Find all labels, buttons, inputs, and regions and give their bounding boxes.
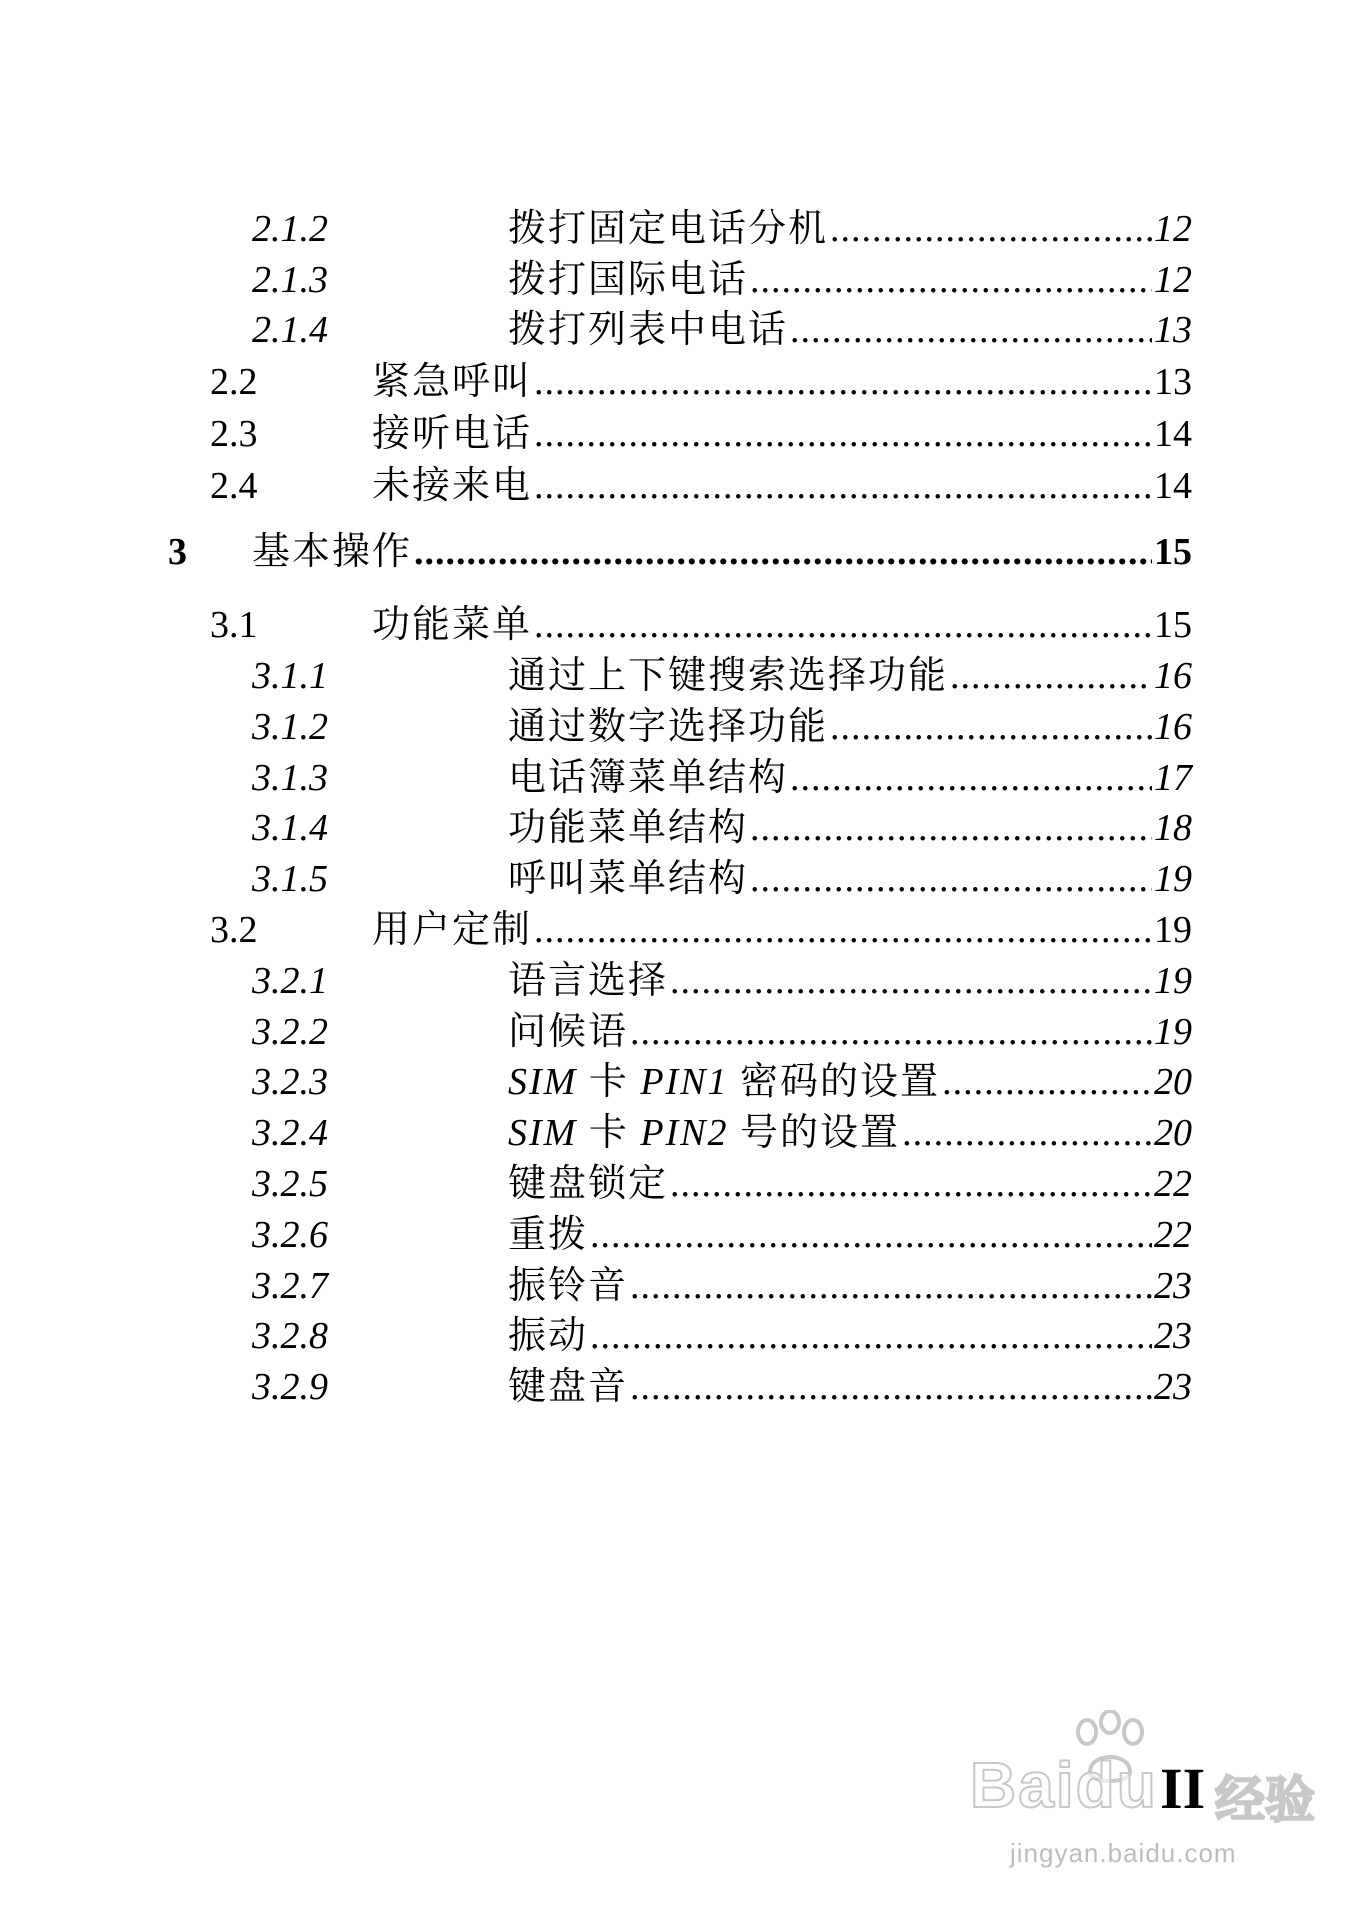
toc-entry-title: 问候语 [508,1011,629,1053]
toc-entry-page: 13 [1154,361,1192,403]
toc-entry-leader [790,754,1152,802]
toc-entry-title: 用户定制 [372,909,533,951]
toc-entry-number: 3.2.4 [252,1112,328,1154]
toc-entry-number: 3.1.2 [252,706,328,748]
toc-entry-leader [630,1008,1152,1056]
toc-entry-title: 振铃音 [508,1265,629,1307]
toc-entry-leader [414,528,1152,576]
toc-entry-title-part: 卡 [577,1061,641,1103]
toc-entry-title: 紧急呼叫 [372,361,533,403]
toc-entry-title-part: SIM [508,1112,578,1154]
toc-entry-page: 17 [1154,757,1192,799]
toc-entry[interactable] [252,1058,1192,1106]
toc-entry-number: 2.1.2 [252,208,328,250]
toc-entry-title-part: PIN2 [640,1112,729,1154]
toc-entry[interactable] [252,205,1192,253]
toc-entry-title [508,1058,940,1106]
toc-entry-page: 19 [1154,1011,1192,1053]
toc-entry-leader [590,1211,1152,1259]
toc-entry[interactable] [252,804,1192,852]
toc-entry-title: 拨打固定电话分机 [508,208,829,250]
toc-entry-number: 2.3 [210,413,258,455]
toc-entry-title-part: 号的设置 [728,1112,901,1154]
toc-entry[interactable] [252,1211,1192,1259]
toc-entry[interactable] [252,754,1192,802]
toc-entry-number: 3 [168,531,187,573]
toc-entry-leader [590,1312,1152,1360]
toc-entry[interactable] [210,906,1192,954]
toc-entry-number: 3.2.3 [252,1061,328,1103]
toc-entry[interactable] [252,1363,1192,1411]
toc-entry-title: 拨打列表中电话 [508,309,789,351]
toc-entry-number: 3.1.4 [252,807,328,849]
toc-entry-number: 3.2 [210,909,258,951]
toc-entry-leader [670,1160,1152,1208]
toc-entry-number: 3.2.8 [252,1315,328,1357]
toc-entry-title: 重拨 [508,1214,589,1256]
toc-entry-title: 功能菜单结构 [508,807,749,849]
toc-entry[interactable] [252,1312,1192,1360]
toc-entry-leader [830,703,1152,751]
toc-entry-leader [534,601,1152,649]
toc-entry-title: 接听电话 [372,413,533,455]
watermark-brand-cn: 经验 [1215,1772,1315,1828]
toc-entry[interactable] [252,1109,1192,1157]
toc-entry-leader [790,306,1152,354]
toc-entry-page: 23 [1154,1315,1192,1357]
toc-entry[interactable] [168,528,1192,576]
toc-entry-page: 20 [1154,1061,1192,1103]
toc-entry-number: 3.2.1 [252,960,328,1002]
toc-entry-title: 拨打国际电话 [508,259,749,301]
toc-entry-page: 19 [1154,909,1192,951]
toc-entry-title-part: SIM [508,1061,578,1103]
toc-entry-title: 电话簿菜单结构 [508,757,789,799]
toc-entry-page: 23 [1154,1366,1192,1408]
toc-entry-number: 2.1.4 [252,309,328,351]
toc-entry-number: 2.4 [210,465,258,507]
toc-entry-title: 基本操作 [252,531,413,573]
toc-entry-leader [902,1109,1152,1157]
toc-entry-leader [630,1363,1152,1411]
toc-entry-leader [630,1262,1152,1310]
toc-entry[interactable] [210,410,1192,458]
toc-entry-page: 16 [1154,706,1192,748]
toc-entry-page: 22 [1154,1163,1192,1205]
toc-entry-leader [750,855,1152,903]
watermark-brand: Baidu [970,1749,1158,1821]
toc-entry-title-part: 卡 [577,1112,641,1154]
toc-entry-leader [534,462,1152,510]
toc-entry-page: 19 [1154,858,1192,900]
toc-entry[interactable] [252,1262,1192,1310]
toc-entry-leader [750,804,1152,852]
toc-entry-page: 12 [1154,208,1192,250]
toc-entry-title: 键盘锁定 [508,1163,669,1205]
toc-entry[interactable] [252,306,1192,354]
toc-entry-leader [534,358,1152,406]
toc-entry-leader [942,1058,1152,1106]
toc-entry-page: 20 [1154,1112,1192,1154]
toc-entry-page: 22 [1154,1214,1192,1256]
toc-entry-leader [830,205,1152,253]
toc-entry-leader [950,652,1152,700]
baidu-jingyan-watermark [960,1720,1315,1900]
toc-entry-title: 语言选择 [508,960,669,1002]
toc-entry-number: 3.2.9 [252,1366,328,1408]
toc-entry[interactable] [252,652,1192,700]
toc-entry-number: 2.1.3 [252,259,328,301]
toc-entry-title [508,1109,900,1157]
toc-entry-leader [670,957,1152,1005]
toc-entry-title: 键盘音 [508,1366,629,1408]
toc-entry-page: 13 [1154,309,1192,351]
toc-entry-number: 3.2.2 [252,1011,328,1053]
toc-entry-title-part: 密码的设置 [728,1061,941,1103]
toc-entry[interactable] [252,1160,1192,1208]
toc-entry-page: 16 [1154,655,1192,697]
toc-entry[interactable] [210,601,1192,649]
toc-entry[interactable] [252,703,1192,751]
toc-entry-title: 通过上下键搜索选择功能 [508,655,949,697]
toc-entry[interactable] [252,1008,1192,1056]
toc-entry-title: 通过数字选择功能 [508,706,829,748]
toc-entry-number: 3.2.7 [252,1265,328,1307]
toc-entry-number: 3.2.5 [252,1163,328,1205]
toc-entry[interactable] [252,256,1192,304]
toc-entry-page: 19 [1154,960,1192,1002]
toc-entry-title: 振动 [508,1315,589,1357]
toc-entry-page: 14 [1154,413,1192,455]
toc-entry-title-part: PIN1 [640,1061,729,1103]
toc-entry-page: 23 [1154,1265,1192,1307]
toc-entry-number: 3.2.6 [252,1214,328,1256]
toc-entry-number: 3.1.5 [252,858,328,900]
toc-entry-page: 14 [1154,465,1192,507]
toc-entry-page: 12 [1154,259,1192,301]
toc-entry-page: 15 [1154,604,1192,646]
toc-entry-leader [750,256,1152,304]
toc-entry[interactable] [210,358,1192,406]
toc-entry-number: 2.2 [210,361,258,403]
toc-entry[interactable] [252,957,1192,1005]
page-number: II [1160,1756,1206,1821]
toc-entry-title: 呼叫菜单结构 [508,858,749,900]
toc-entry-leader [534,410,1152,458]
toc-entry-number: 3.1.1 [252,655,328,697]
toc-entry-title: 未接来电 [372,465,533,507]
toc-entry-page: 15 [1154,531,1192,573]
toc-entry-number: 3.1 [210,604,258,646]
toc-entry-leader [534,906,1152,954]
toc-entry[interactable] [210,462,1192,510]
toc-entry-number: 3.1.3 [252,757,328,799]
watermark-url: jingyan.baidu.com [1010,1838,1237,1868]
toc-entry-title: 功能菜单 [372,604,533,646]
toc-entry[interactable] [252,855,1192,903]
toc-entry-page: 18 [1154,807,1192,849]
